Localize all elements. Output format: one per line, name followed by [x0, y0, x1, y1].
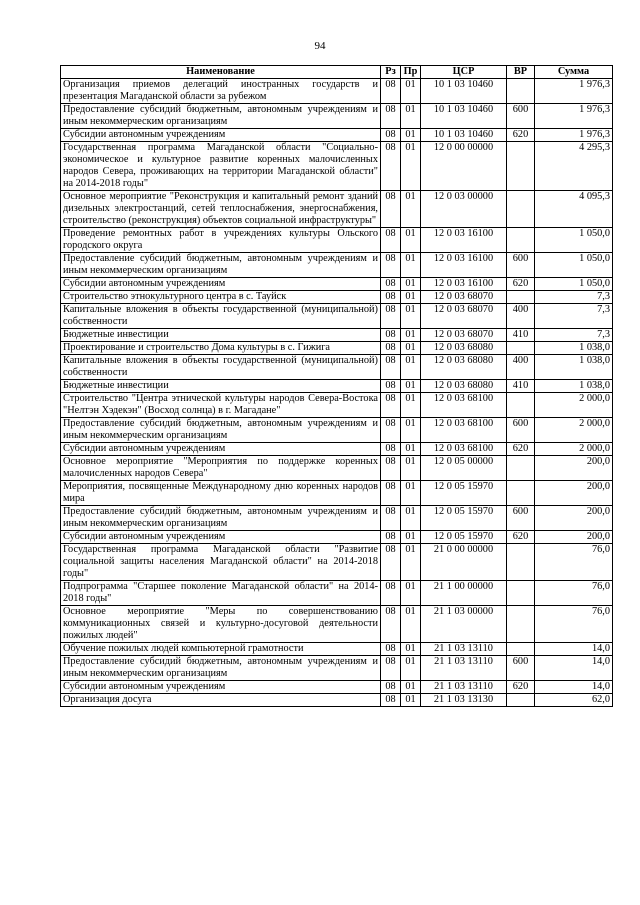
row-vr-cell [507, 142, 535, 191]
table-row [61, 228, 613, 253]
row-vr-cell: 620 [507, 443, 535, 456]
row-rz-cell: 08 [381, 681, 401, 694]
row-csr-cell: 12 0 03 00000 [421, 191, 507, 228]
row-sum-cell: 7,3 [535, 291, 613, 304]
row-sum-cell: 1 976,3 [535, 104, 613, 129]
row-pr-cell: 01 [401, 355, 421, 380]
row-name-cell: Капитальные вложения в объекты государственной (муниципальной) собственности [61, 355, 381, 380]
table-row [61, 278, 613, 291]
table-row [61, 443, 613, 456]
row-sum-cell: 1 976,3 [535, 79, 613, 104]
row-rz-cell: 08 [381, 228, 401, 253]
row-sum-cell: 1 038,0 [535, 355, 613, 380]
row-sum-cell: 2 000,0 [535, 443, 613, 456]
row-sum-cell: 1 050,0 [535, 228, 613, 253]
row-rz-cell: 08 [381, 278, 401, 291]
row-pr-cell: 01 [401, 656, 421, 681]
header-pr: Пр [401, 66, 421, 79]
row-pr-cell: 01 [401, 456, 421, 481]
row-rz-cell: 08 [381, 129, 401, 142]
row-rz-cell: 08 [381, 606, 401, 643]
row-rz-cell: 08 [381, 342, 401, 355]
row-vr-cell [507, 581, 535, 606]
table-row [61, 531, 613, 544]
row-rz-cell: 08 [381, 380, 401, 393]
row-csr-cell: 12 0 05 00000 [421, 456, 507, 481]
row-csr-cell: 12 0 05 15970 [421, 481, 507, 506]
row-sum-cell: 76,0 [535, 581, 613, 606]
table-row [61, 79, 613, 104]
row-csr-cell: 21 1 03 00000 [421, 606, 507, 643]
page-number: 94 [314, 40, 326, 52]
row-sum-cell: 1 976,3 [535, 129, 613, 142]
row-name-cell: Подпрограмма "Старшее поколение Магаданской области" на 2014-2018 годы" [61, 581, 381, 606]
row-pr-cell: 01 [401, 681, 421, 694]
row-rz-cell: 08 [381, 456, 401, 481]
row-sum-cell: 62,0 [535, 694, 613, 707]
row-csr-cell: 12 0 00 00000 [421, 142, 507, 191]
row-vr-cell [507, 342, 535, 355]
row-csr-cell: 21 1 03 13110 [421, 643, 507, 656]
row-rz-cell: 08 [381, 291, 401, 304]
row-name-cell: Предоставление субсидий бюджетным, автономным учреждениям и иным некоммерческим организациям [61, 656, 381, 681]
row-pr-cell: 01 [401, 228, 421, 253]
row-pr-cell: 01 [401, 278, 421, 291]
row-vr-cell: 620 [507, 681, 535, 694]
table-row [61, 456, 613, 481]
row-pr-cell: 01 [401, 443, 421, 456]
row-vr-cell [507, 643, 535, 656]
row-name-cell: Организация приемов делегаций иностранных государств и презентация Магаданской области за рубежом [61, 79, 381, 104]
row-name-cell: Проведение ремонтных работ в учреждениях культуры Ольского городского округа [61, 228, 381, 253]
row-name-cell: Государственная программа Магаданской области "Развитие социальной защиты населения Магаданской области" на 2014-2018 годы" [61, 544, 381, 581]
row-sum-cell: 14,0 [535, 656, 613, 681]
row-pr-cell: 01 [401, 129, 421, 142]
table-row [61, 355, 613, 380]
row-rz-cell: 08 [381, 656, 401, 681]
row-vr-cell: 400 [507, 355, 535, 380]
table-header-row [61, 66, 613, 79]
row-name-cell: Строительство "Центра этнической культуры народов Севера-Востока "Нелтэн Хэдекэн" (Восход солнца) в г. Магадане" [61, 393, 381, 418]
row-name-cell: Предоставление субсидий бюджетным, автономным учреждениям и иным некоммерческим организациям [61, 104, 381, 129]
budget-table [60, 65, 613, 707]
row-pr-cell: 01 [401, 481, 421, 506]
row-rz-cell: 08 [381, 79, 401, 104]
row-name-cell: Основное мероприятие "Меры по совершенствованию коммуникационных связей и культурно-досуговой деятельности пожилых людей" [61, 606, 381, 643]
row-name-cell: Основное мероприятие "Реконструкция и капитальный ремонт зданий дизельных электростанций, сетей теплоснабжения, энергоснабжения, строительство (реконструкция) объектов социальной инфраструктуры" [61, 191, 381, 228]
row-csr-cell: 10 1 03 10460 [421, 79, 507, 104]
row-csr-cell: 12 0 03 68100 [421, 418, 507, 443]
row-pr-cell: 01 [401, 329, 421, 342]
table-row [61, 606, 613, 643]
table-row [61, 418, 613, 443]
row-csr-cell: 21 0 00 00000 [421, 544, 507, 581]
table-row [61, 142, 613, 191]
row-rz-cell: 08 [381, 329, 401, 342]
row-name-cell: Предоставление субсидий бюджетным, автономным учреждениям и иным некоммерческим организациям [61, 506, 381, 531]
row-name-cell: Бюджетные инвестиции [61, 329, 381, 342]
row-pr-cell: 01 [401, 142, 421, 191]
table-row [61, 643, 613, 656]
row-name-cell: Субсидии автономным учреждениям [61, 129, 381, 142]
row-sum-cell: 200,0 [535, 531, 613, 544]
row-sum-cell: 4 095,3 [535, 191, 613, 228]
row-pr-cell: 01 [401, 544, 421, 581]
row-sum-cell: 4 295,3 [535, 142, 613, 191]
row-rz-cell: 08 [381, 531, 401, 544]
row-vr-cell: 410 [507, 329, 535, 342]
row-sum-cell: 1 050,0 [535, 278, 613, 291]
row-sum-cell: 14,0 [535, 681, 613, 694]
row-sum-cell: 76,0 [535, 606, 613, 643]
table-row [61, 191, 613, 228]
row-csr-cell: 12 0 03 68080 [421, 380, 507, 393]
row-csr-cell: 12 0 03 68070 [421, 304, 507, 329]
header-csr: ЦСР [421, 66, 507, 79]
row-name-cell: Обучение пожилых людей компьютерной грамотности [61, 643, 381, 656]
row-name-cell: Организация досуга [61, 694, 381, 707]
row-pr-cell: 01 [401, 253, 421, 278]
row-rz-cell: 08 [381, 191, 401, 228]
row-csr-cell: 12 0 03 68070 [421, 291, 507, 304]
row-name-cell: Субсидии автономным учреждениям [61, 278, 381, 291]
header-sum: Сумма [535, 66, 613, 79]
row-pr-cell: 01 [401, 581, 421, 606]
table-row [61, 129, 613, 142]
row-csr-cell: 12 0 03 16100 [421, 253, 507, 278]
row-vr-cell: 600 [507, 418, 535, 443]
row-pr-cell: 01 [401, 104, 421, 129]
row-name-cell: Бюджетные инвестиции [61, 380, 381, 393]
row-rz-cell: 08 [381, 418, 401, 443]
table-row [61, 581, 613, 606]
row-rz-cell: 08 [381, 104, 401, 129]
row-name-cell: Субсидии автономным учреждениям [61, 531, 381, 544]
row-vr-cell [507, 481, 535, 506]
table-row [61, 481, 613, 506]
row-csr-cell: 12 0 03 16100 [421, 278, 507, 291]
row-pr-cell: 01 [401, 79, 421, 104]
row-vr-cell [507, 456, 535, 481]
row-name-cell: Проектирование и строительство Дома культуры в с. Гижига [61, 342, 381, 355]
row-pr-cell: 01 [401, 380, 421, 393]
row-sum-cell: 2 000,0 [535, 393, 613, 418]
row-name-cell: Мероприятия, посвященные Международному дню коренных народов мира [61, 481, 381, 506]
header-name: Наименование [61, 66, 381, 79]
header-vr: ВР [507, 66, 535, 79]
row-name-cell: Государственная программа Магаданской области "Социально-экономическое и культурное развитие коренных малочисленных народов Севера, проживающих на территории Магаданской области" на 2014-2018 годы" [61, 142, 381, 191]
row-pr-cell: 01 [401, 694, 421, 707]
table-row [61, 304, 613, 329]
row-name-cell: Предоставление субсидий бюджетным, автономным учреждениям и иным некоммерческим организациям [61, 418, 381, 443]
row-sum-cell: 14,0 [535, 643, 613, 656]
row-csr-cell: 12 0 03 68100 [421, 443, 507, 456]
row-rz-cell: 08 [381, 506, 401, 531]
row-name-cell: Капитальные вложения в объекты государственной (муниципальной) собственности [61, 304, 381, 329]
row-vr-cell: 620 [507, 129, 535, 142]
row-vr-cell: 600 [507, 253, 535, 278]
table-row [61, 506, 613, 531]
row-rz-cell: 08 [381, 643, 401, 656]
row-name-cell: Субсидии автономным учреждениям [61, 681, 381, 694]
row-rz-cell: 08 [381, 142, 401, 191]
table-row [61, 380, 613, 393]
row-csr-cell: 12 0 03 68070 [421, 329, 507, 342]
row-rz-cell: 08 [381, 443, 401, 456]
row-rz-cell: 08 [381, 544, 401, 581]
row-name-cell: Субсидии автономным учреждениям [61, 443, 381, 456]
row-sum-cell: 1 038,0 [535, 342, 613, 355]
row-vr-cell [507, 393, 535, 418]
row-sum-cell: 7,3 [535, 329, 613, 342]
row-name-cell: Предоставление субсидий бюджетным, автономным учреждениям и иным некоммерческим организациям [61, 253, 381, 278]
row-vr-cell [507, 79, 535, 104]
table-row [61, 342, 613, 355]
table-row [61, 329, 613, 342]
row-sum-cell: 1 050,0 [535, 253, 613, 278]
row-pr-cell: 01 [401, 291, 421, 304]
row-pr-cell: 01 [401, 531, 421, 544]
header-rz: Рз [381, 66, 401, 79]
table-row [61, 544, 613, 581]
row-sum-cell: 200,0 [535, 506, 613, 531]
row-vr-cell [507, 544, 535, 581]
row-csr-cell: 12 0 03 68080 [421, 342, 507, 355]
row-csr-cell: 21 1 03 13110 [421, 656, 507, 681]
row-rz-cell: 08 [381, 581, 401, 606]
table-body [61, 79, 613, 707]
row-sum-cell: 200,0 [535, 456, 613, 481]
row-csr-cell: 12 0 03 68100 [421, 393, 507, 418]
row-vr-cell [507, 606, 535, 643]
row-csr-cell: 12 0 05 15970 [421, 506, 507, 531]
row-rz-cell: 08 [381, 355, 401, 380]
table-row [61, 656, 613, 681]
row-vr-cell: 400 [507, 304, 535, 329]
row-rz-cell: 08 [381, 694, 401, 707]
table-row [61, 104, 613, 129]
row-rz-cell: 08 [381, 253, 401, 278]
row-csr-cell: 21 1 03 13110 [421, 681, 507, 694]
table-row [61, 393, 613, 418]
row-csr-cell: 12 0 03 68080 [421, 355, 507, 380]
row-sum-cell: 200,0 [535, 481, 613, 506]
row-pr-cell: 01 [401, 393, 421, 418]
row-csr-cell: 21 1 00 00000 [421, 581, 507, 606]
table-row [61, 694, 613, 707]
row-pr-cell: 01 [401, 342, 421, 355]
row-vr-cell: 620 [507, 531, 535, 544]
row-csr-cell: 10 1 03 10460 [421, 129, 507, 142]
row-rz-cell: 08 [381, 304, 401, 329]
row-csr-cell: 10 1 03 10460 [421, 104, 507, 129]
row-vr-cell: 620 [507, 278, 535, 291]
row-pr-cell: 01 [401, 506, 421, 531]
row-pr-cell: 01 [401, 304, 421, 329]
table-row [61, 291, 613, 304]
row-csr-cell: 12 0 05 15970 [421, 531, 507, 544]
row-pr-cell: 01 [401, 191, 421, 228]
row-vr-cell [507, 191, 535, 228]
row-name-cell: Строительство этнокультурного центра в с. Тауйск [61, 291, 381, 304]
row-vr-cell [507, 694, 535, 707]
row-rz-cell: 08 [381, 393, 401, 418]
row-vr-cell: 600 [507, 506, 535, 531]
row-pr-cell: 01 [401, 418, 421, 443]
row-vr-cell [507, 291, 535, 304]
row-vr-cell [507, 228, 535, 253]
row-csr-cell: 21 1 03 13130 [421, 694, 507, 707]
row-csr-cell: 12 0 03 16100 [421, 228, 507, 253]
row-vr-cell: 600 [507, 656, 535, 681]
row-sum-cell: 1 038,0 [535, 380, 613, 393]
row-pr-cell: 01 [401, 643, 421, 656]
row-name-cell: Основное мероприятие "Мероприятия по поддержке коренных малочисленных народов Севера" [61, 456, 381, 481]
table-row [61, 681, 613, 694]
row-rz-cell: 08 [381, 481, 401, 506]
table-row [61, 253, 613, 278]
row-sum-cell: 2 000,0 [535, 418, 613, 443]
row-pr-cell: 01 [401, 606, 421, 643]
row-sum-cell: 76,0 [535, 544, 613, 581]
row-vr-cell: 600 [507, 104, 535, 129]
row-sum-cell: 7,3 [535, 304, 613, 329]
row-vr-cell: 410 [507, 380, 535, 393]
